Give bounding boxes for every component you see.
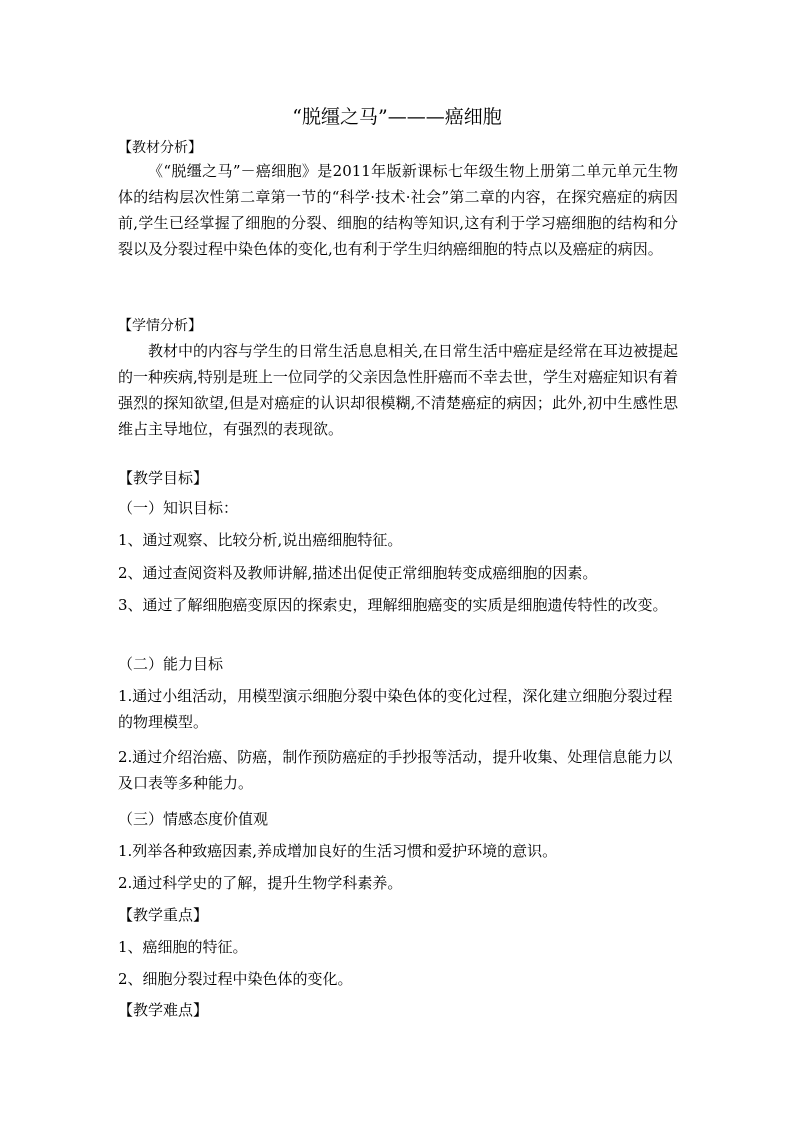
knowledge-objective-1: 1、通过观察、比较分析,说出癌细胞特征。 [118,531,403,549]
paragraph-material-analysis: 《“脱缰之马”－癌细胞》是2011年版新课标七年级生物上册第二单元单元生物体的结构层次性第二章第一节的“科学·技术·社会”第二章的内容，在探究癌症的病因前,学生已经掌握了细胞的分裂、细胞的结构等知识,这有利于学习癌细胞的结构和分裂以及分裂过程中染色体的变化,也有利于学生归纳癌细胞的特点以及癌症的病因。 [118,162,678,258]
key-point-1: 1、癌细胞的特征。 [118,938,248,956]
document-title: “脱缰之马”———癌细胞 [292,106,502,128]
heading-key-points: 【教学重点】 [118,906,209,924]
heading-material-analysis: 【教材分析】 [118,140,202,156]
heading-objectives: 【教学目标】 [118,469,209,487]
heading-knowledge-objectives: （一）知识目标： [118,499,239,517]
heading-emotion-objectives: （三）情感态度价值观 [118,810,269,828]
heading-ability-objectives: （二）能力目标 [118,655,224,673]
ability-objective-1: 1.通过小组活动，用模型演示细胞分裂中染色体的变化过程，深化建立细胞分裂过程的物理模型。 [118,687,673,731]
emotion-objective-1: 1.列举各种致癌因素,养成增加良好的生活习惯和爱护环境的意识。 [118,842,558,860]
ability-objective-2: 2.通过介绍治癌、防癌，制作预防癌症的手抄报等活动，提升收集、处理信息能力以及口表等多种能力。 [118,748,673,792]
knowledge-objective-2: 2、通过查阅资料及教师讲解,描述出促使正常细胞转变成癌细胞的因素。 [118,564,598,582]
heading-difficulties: 【教学难点】 [118,1001,209,1019]
emotion-objective-2: 2.通过科学史的了解，提升生物学科素养。 [118,874,403,892]
paragraph-student-analysis: 教材中的内容与学生的日常生活息息相关,在日常生活中癌症是经常在耳边被提起的一种疾病,特别是班上一位同学的父亲因急性肝癌而不幸去世，学生对癌症知识有着强烈的探知欲望,但是对癌症的认识却很模糊,不清楚癌症的病因；此外,初中生感性思维占主导地位，有强烈的表现欲。 [118,342,678,438]
knowledge-objective-3: 3、通过了解细胞癌变原因的探索史，理解细胞癌变的实质是细胞遗传特性的改变。 [118,596,668,614]
heading-student-analysis: 【学情分析】 [118,318,202,334]
key-point-2: 2、细胞分裂过程中染色体的变化。 [118,970,353,988]
